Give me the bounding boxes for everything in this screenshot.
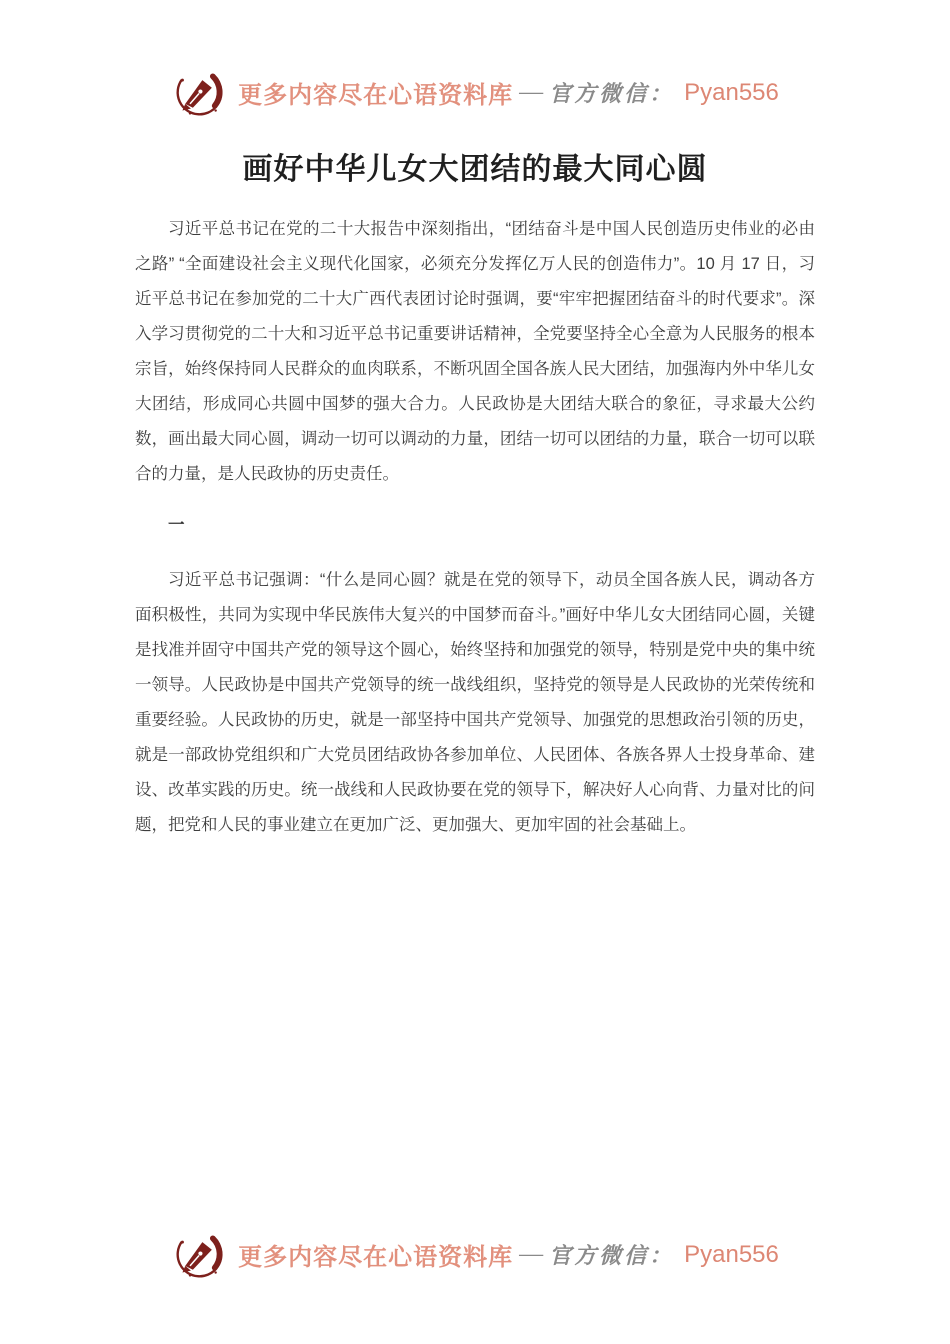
document-body [135,212,815,843]
footer-watermark [0,1226,950,1283]
watermark-wechat-label: 官方微信： [549,81,675,106]
watermark-brand-text: 更多内容尽在心语资料库 [238,83,514,109]
paragraph-1: 习近平总书记在党的二十大报告中深刻指出，“团结奋斗是中国人民创造历史伟业的必由之路” “全面建设社会主义现代化国家，必须充分发挥亿万人民的创造伟力”。10 月 17 日，习近平总书记在参加党的二十大广西代表团讨论时强调，要“牢牢把握团结奋斗的时代要求”。深入学习贯彻党的二十大和习近平总书记重要讲话精神，全党要坚持全心全意为人民服务的根本宗旨，始终保持同人民群众的血肉联系，不断巩固全国各族人民大团结，加强海内外中华儿女大团结，形成同心共圆中国梦的强大合力。人民政协是大团结大联合的象征，寻求最大公约数，画出最大同心圆，调动一切可以调动的力量，团结一切可以团结的力量，联合一切可以联合的力量，是人民政协的历史责任。 [135,220,815,483]
document-title: 画好中华儿女大团结的最大同心圆 [242,153,708,186]
watermark-wechat-id: Pyan556 [684,1240,779,1268]
header-watermark [0,64,950,121]
section-marker: 一 [168,516,185,534]
watermark-wechat-label: 官方微信： [549,1243,675,1268]
pen-circle-logo-icon [171,64,228,121]
paragraph-2: 习近平总书记强调：“什么是同心圆？就是在党的领导下，动员全国各族人民，调动各方面积极性，共同为实现中华民族伟大复兴的中国梦而奋斗。”画好中华儿女大团结同心圆，关键是找准并固守中国共产党的领导这个圆心，始终坚持和加强党的领导，特别是党中央的集中统一领导。人民政协是中国共产党领导的统一战线组织，坚持党的领导是人民政协的光荣传统和重要经验。人民政协的历史，就是一部坚持中国共产党领导、加强党的思想政治引领的历史，就是一部政协党组织和广大党员团结政协各参加单位、人民团体、各族各界人士投身革命、建设、改革实践的历史。统一战线和人民政协要在党的领导下，解决好人心向背、力量对比的问题，把党和人民的事业建立在更加广泛、更加强大、更加牢固的社会基础上。 [135,571,815,834]
watermark-dash: — [519,79,544,105]
watermark-wechat-id: Pyan556 [684,78,779,106]
watermark-dash: — [519,1241,544,1267]
pen-circle-logo-icon [171,1226,228,1283]
watermark-brand-text: 更多内容尽在心语资料库 [238,1245,514,1271]
